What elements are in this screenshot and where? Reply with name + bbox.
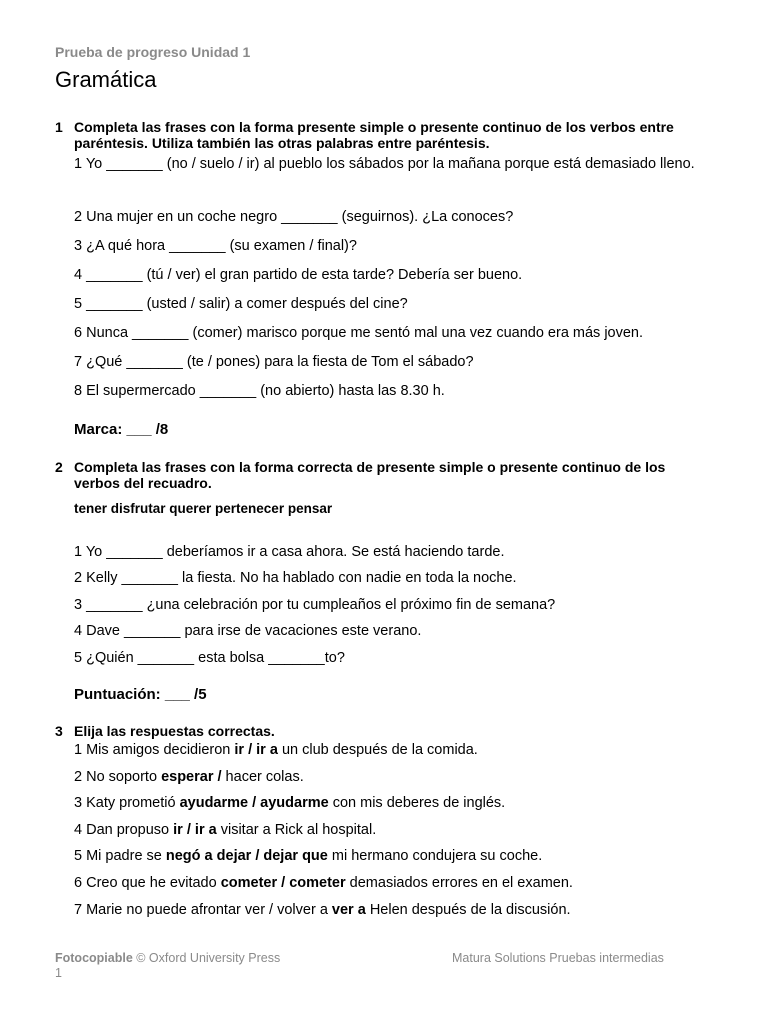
s2-item-1: 1 Yo _______ deberíamos ir a casa ahora. Se está haciendo tarde. [74, 544, 505, 560]
s3-item-7-rest: Helen después de la discusión. [365, 902, 571, 918]
s1-item-2: 2 Una mujer en un coche negro _______ (seguirnos). ¿La conoces? [74, 209, 514, 225]
s3-item-7-text: 7 Marie no puede afrontar ver / volver a [74, 902, 332, 918]
s3-item-4 [74, 822, 376, 838]
section-1-number: 1 [55, 119, 63, 135]
s1-item-8: 8 El supermercado _______ (no abierto) hasta las 8.30 h. [74, 383, 445, 399]
s3-item-2-text: 2 No soporto [74, 769, 162, 785]
section-1-instruction: Completa las frases con la forma presente simple o presente continuo de los verbos entre paréntesis. Utiliza también las otras palabras entre paréntesis. [74, 119, 674, 151]
s3-item-1-text: 1 Mis amigos decidieron [74, 742, 235, 758]
s3-item-2-options: esperar / [161, 769, 222, 785]
s3-item-5 [74, 848, 542, 864]
s3-item-7-options: ver a [331, 902, 366, 918]
s3-item-3-text: 3 Katy prometió [74, 795, 180, 811]
s2-item-2: 2 Kelly _______ la fiesta. No ha hablado con nadie en toda la noche. [74, 570, 517, 586]
s3-item-3-options: ayudarme / ayudarme [179, 795, 329, 811]
s1-item-1: 1 Yo _______ (no / suelo / ir) al pueblo los sábados por la mañana porque está demasiado lleno. [74, 156, 695, 172]
footer-page-number: 1 [55, 966, 62, 980]
s2-item-4: 4 Dave _______ para irse de vacaciones este verano. [74, 623, 422, 639]
s3-item-4-options: ir / ir a [173, 822, 217, 838]
section-2-wordbox: tener disfrutar querer pertenecer pensar [74, 501, 333, 516]
section-1-score: Marca: ___ /8 [74, 421, 169, 438]
s1-item-6: 6 Nunca _______ (comer) marisco porque me sentó mal una vez cuando era más joven. [74, 325, 644, 341]
section-3-instruction: Elija las respuestas correctas. [74, 723, 275, 739]
s3-item-2 [74, 769, 304, 785]
section-3-number: 3 [55, 723, 63, 739]
s3-item-7 [74, 902, 571, 918]
footer-publisher: © Oxford University Press [132, 951, 281, 965]
s3-item-6 [74, 875, 573, 891]
section-2-score: Puntuación: ___ /5 [74, 686, 207, 703]
s3-item-2-rest: hacer colas. [221, 769, 304, 785]
s3-item-4-text: 4 Dan propuso [74, 822, 174, 838]
s3-item-6-options: cometer / cometer [220, 875, 346, 891]
s3-item-6-rest: demasiados errores en el examen. [345, 875, 573, 891]
s2-item-3: 3 _______ ¿una celebración por tu cumpleaños el próximo fin de semana? [74, 597, 556, 613]
section-2-instruction: Completa las frases con la forma correcta de presente simple o presente continuo de los verbos del recuadro. [74, 459, 666, 491]
s1-item-5: 5 _______ (usted / salir) a comer después del cine? [74, 296, 408, 312]
s3-item-6-text: 6 Creo que he evitado [74, 875, 221, 891]
s3-item-3 [74, 795, 505, 811]
s3-item-5-text: 5 Mi padre se [74, 848, 166, 864]
footer-photocopiable: Fotocopiable [55, 951, 133, 965]
page-subtitle: Prueba de progreso Unidad 1 [55, 44, 251, 60]
s2-item-5: 5 ¿Quién _______ esta bolsa _______to? [74, 650, 345, 666]
s3-item-1-options: ir / ir a [234, 742, 278, 758]
s3-item-4-rest: visitar a Rick al hospital. [216, 822, 377, 838]
s3-item-5-rest: mi hermano condujera su coche. [327, 848, 543, 864]
s1-item-4: 4 _______ (tú / ver) el gran partido de esta tarde? Debería ser bueno. [74, 267, 523, 283]
section-2-number: 2 [55, 459, 63, 475]
footer-copyright [55, 951, 280, 965]
s3-item-5-options: negó a dejar / dejar que [165, 848, 328, 864]
s3-item-3-rest: con mis deberes de inglés. [328, 795, 506, 811]
footer-series: Matura Solutions Pruebas intermedias [452, 951, 664, 965]
s3-item-1 [74, 742, 478, 758]
page-title: Gramática [55, 67, 157, 92]
s1-item-7: 7 ¿Qué _______ (te / pones) para la fiesta de Tom el sábado? [74, 354, 474, 370]
s3-item-1-rest: un club después de la comida. [277, 742, 478, 758]
s1-item-3: 3 ¿A qué hora _______ (su examen / final)? [74, 238, 357, 254]
